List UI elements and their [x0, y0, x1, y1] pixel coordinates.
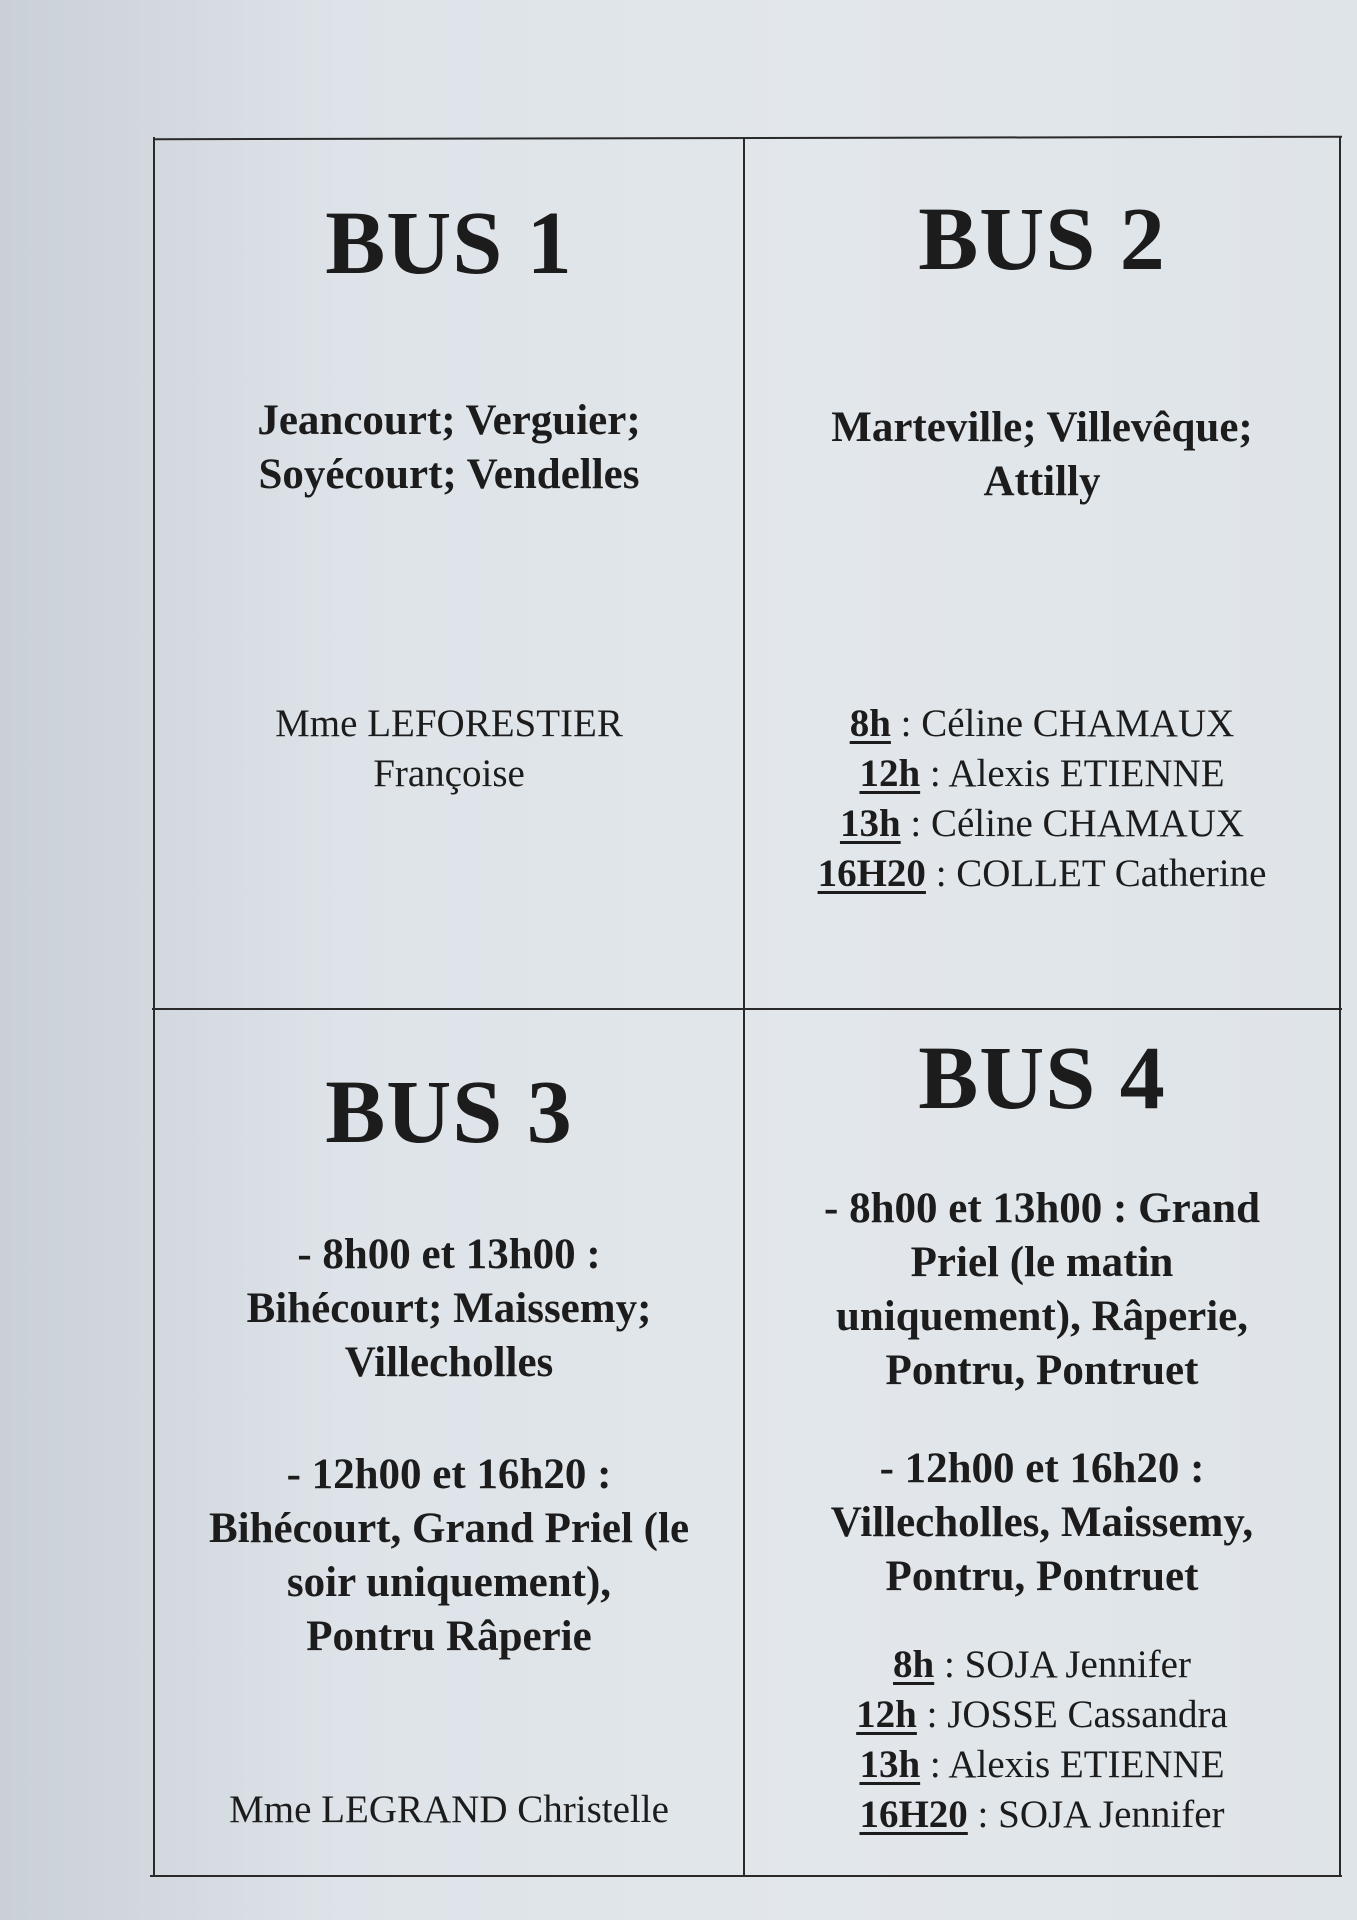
route-line: Marteville; Villevêque;	[831, 404, 1253, 451]
bus-4-title: BUS 4	[918, 1029, 1166, 1128]
bus-1-driver	[155, 699, 743, 799]
route-line: Attilly	[983, 458, 1101, 505]
bus-4-cell	[745, 1010, 1339, 1875]
schedule-separator: :	[890, 702, 922, 745]
route-line: Bihécourt; Maissemy;	[246, 1285, 652, 1332]
schedule-time: 8h	[849, 702, 891, 745]
schedule-separator: :	[920, 752, 949, 795]
route-line: - 8h00 et 13h00 : Grand	[824, 1185, 1260, 1232]
schedule-separator: :	[925, 852, 957, 895]
bus-4-routes-morning	[745, 1182, 1339, 1398]
driver-line: Françoise	[373, 752, 525, 795]
schedule-time: 12h	[856, 1693, 917, 1736]
schedule-name: Céline CHAMAUX	[930, 802, 1245, 845]
schedule-name: Alexis ETIENNE	[948, 752, 1225, 795]
bus-3-routes-evening	[155, 1448, 743, 1664]
driver-line: Mme LEFORESTIER	[275, 702, 623, 745]
route-line: Pontru, Pontruet	[885, 1553, 1199, 1600]
schedule-row	[745, 849, 1339, 899]
bus-2-cell	[745, 139, 1339, 1008]
schedule-row	[745, 1640, 1339, 1690]
route-line: Villecholles	[344, 1339, 554, 1386]
route-line: - 8h00 et 13h00 :	[297, 1231, 601, 1278]
schedule-separator: :	[900, 802, 931, 845]
bus-1-title: BUS 1	[325, 194, 573, 293]
schedule-time: 13h	[859, 1743, 921, 1786]
schedule-row	[745, 749, 1339, 799]
schedule-name: Céline CHAMAUX	[921, 702, 1235, 745]
schedule-name: JOSSE Cassandra	[947, 1693, 1228, 1736]
schedule-row	[745, 699, 1339, 749]
route-line: - 12h00 et 16h20 :	[286, 1451, 612, 1498]
schedule-name: SOJA Jennifer	[964, 1643, 1191, 1686]
route-line: Pontru, Pontruet	[885, 1347, 1199, 1394]
route-line: Villecholles, Maissemy,	[830, 1499, 1254, 1546]
bus-2-routes	[745, 401, 1339, 509]
schedule-separator: :	[916, 1693, 948, 1736]
schedule-row	[745, 799, 1339, 849]
route-line: uniquement), Râperie,	[835, 1293, 1249, 1340]
route-line: soir uniquement),	[286, 1559, 612, 1606]
route-line: - 12h00 et 16h20 :	[879, 1445, 1205, 1492]
schedule-separator: :	[934, 1643, 965, 1686]
bus-3-routes-morning	[155, 1228, 743, 1390]
bus-4-schedule	[745, 1640, 1339, 1840]
schedule-name: COLLET Catherine	[956, 852, 1267, 895]
table-border-bottom	[150, 1875, 1342, 1877]
bus-1-routes	[155, 394, 743, 502]
bus-2-title: BUS 2	[918, 190, 1166, 289]
route-line: Priel (le matin	[910, 1239, 1174, 1286]
schedule-separator: :	[967, 1793, 999, 1836]
schedule-time: 16H20	[817, 852, 926, 895]
table-border-right	[1339, 137, 1341, 1877]
schedule-name: SOJA Jennifer	[998, 1793, 1225, 1836]
schedule-row	[745, 1690, 1339, 1740]
bus-2-schedule	[745, 699, 1339, 899]
route-line: Jeancourt; Verguier;	[257, 397, 641, 444]
driver-line: Mme LEGRAND Christelle	[229, 1788, 669, 1831]
schedule-time: 13h	[839, 802, 901, 845]
schedule-separator: :	[920, 1743, 949, 1786]
route-line: Soyécourt; Vendelles	[258, 451, 640, 498]
route-line: Bihécourt, Grand Priel (le	[208, 1505, 690, 1552]
bus-3-cell	[155, 1010, 743, 1875]
schedule-row	[745, 1790, 1339, 1840]
schedule-row	[745, 1740, 1339, 1790]
schedule-time: 12h	[859, 752, 921, 795]
bus-1-cell	[155, 139, 743, 1008]
bus-3-driver	[155, 1785, 743, 1835]
schedule-time: 16H20	[859, 1793, 968, 1836]
bus-4-routes-evening	[745, 1442, 1339, 1604]
bus-3-title: BUS 3	[325, 1063, 573, 1162]
schedule-name: Alexis ETIENNE	[948, 1743, 1225, 1786]
route-line: Pontru Râperie	[306, 1613, 592, 1660]
schedule-time: 8h	[893, 1643, 935, 1686]
